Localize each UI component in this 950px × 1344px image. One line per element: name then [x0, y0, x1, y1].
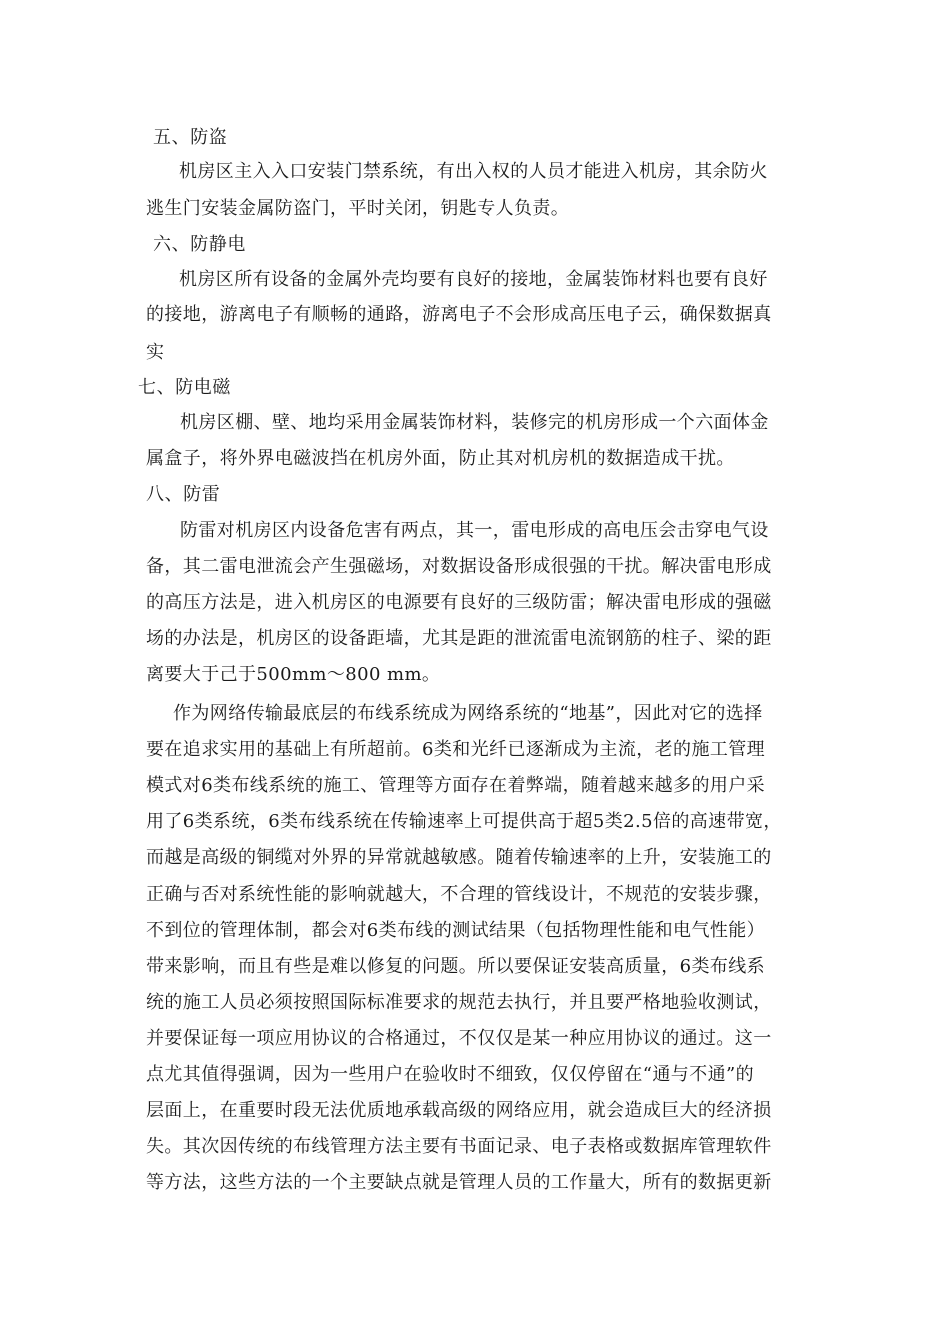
paragraph-line: 备，其二雷电泄流会产生强磁场，对数据设备形成很强的干扰。解决雷电形成	[146, 556, 772, 577]
paragraph-line: 场的办法是，机房区的设备距墙，尤其是距的泄流雷电流钢筋的柱子、梁的距	[146, 628, 772, 649]
paragraph-line: 的接地，游离电子有顺畅的通路，游离电子不会形成高压电子云，确保数据真	[146, 304, 772, 325]
paragraph-line: 机房区主入入口安装门禁系统，有出入权的人员才能进入机房，其余防火	[179, 161, 768, 182]
paragraph-line: 要在追求实用的基础上有所超前。6类和光纤已逐渐成为主流，老的施工管理	[146, 739, 766, 760]
paragraph-line: 而越是高级的铜缆对外界的异常就越敏感。随着传输速率的上升，安装施工的	[146, 847, 772, 868]
paragraph-line: 防雷对机房区内设备危害有两点，其一，雷电形成的高电压会击穿电气设	[180, 520, 769, 541]
section-heading-lightning: 八、防雷	[146, 484, 221, 505]
paragraph-line: 统的施工人员必须按照国际标准要求的规范去执行，并且要严格地验收测试，	[146, 992, 772, 1013]
paragraph-line: 机房区棚、壁、地均采用金属装饰材料，装修完的机房形成一个六面体金	[180, 412, 769, 433]
paragraph-line: 离要大于己于500mm～800 mm。	[146, 664, 441, 685]
paragraph-line: 正确与否对系统性能的影响就越大，不合理的管线设计，不规范的安装步骤，	[146, 884, 772, 905]
paragraph-line: 属盒子，将外界电磁波挡在机房外面，防止其对机房机的数据造成干扰。	[146, 448, 735, 469]
paragraph-line: 用了6类系统，6类布线系统在传输速率上可提供高于超5类2.5倍的高速带宽，	[146, 811, 782, 832]
paragraph-line: 作为网络传输最底层的布线系统成为网络系统的“地基”，因此对它的选择	[173, 703, 763, 724]
section-heading-anti-emi: 七、防电磁	[138, 377, 231, 398]
paragraph-line: 等方法，这些方法的一个主要缺点就是管理人员的工作量大，所有的数据更新	[146, 1172, 772, 1193]
section-heading-anti-static: 六、防静电	[153, 234, 246, 255]
section-heading-anti-theft: 五、防盗	[153, 127, 228, 148]
paragraph-line: 点尤其值得强调，因为一些用户在验收时不细致，仅仅停留在“通与不通”的	[146, 1064, 755, 1085]
paragraph-line: 层面上，在重要时段无法优质地承载高级的网络应用，就会造成巨大的经济损	[146, 1100, 772, 1121]
paragraph-line: 的高压方法是，进入机房区的电源要有良好的三级防雷；解决雷电形成的强磁	[146, 592, 772, 613]
paragraph-line: 机房区所有设备的金属外壳均要有良好的接地，金属装饰材料也要有良好	[179, 269, 768, 290]
paragraph-line: 失。其次因传统的布线管理方法主要有书面记录、电子表格或数据库管理软件	[146, 1136, 772, 1157]
paragraph-line: 实	[146, 342, 165, 363]
paragraph-line: 并要保证每一项应用协议的合格通过，不仅仅是某一种应用协议的通过。这一	[146, 1028, 772, 1049]
paragraph-line: 逃生门安装金属防盗门，平时关闭，钥匙专人负责。	[146, 198, 570, 219]
paragraph-line: 模式对6类布线系统的施工、管理等方面存在着弊端，随着越来越多的用户采	[146, 775, 766, 796]
paragraph-line: 不到位的管理体制，都会对6类布线的测试结果（包括物理性能和电气性能）	[146, 920, 766, 941]
paragraph-line: 带来影响，而且有些是难以修复的问题。所以要保证安装高质量，6类布线系	[146, 956, 766, 977]
